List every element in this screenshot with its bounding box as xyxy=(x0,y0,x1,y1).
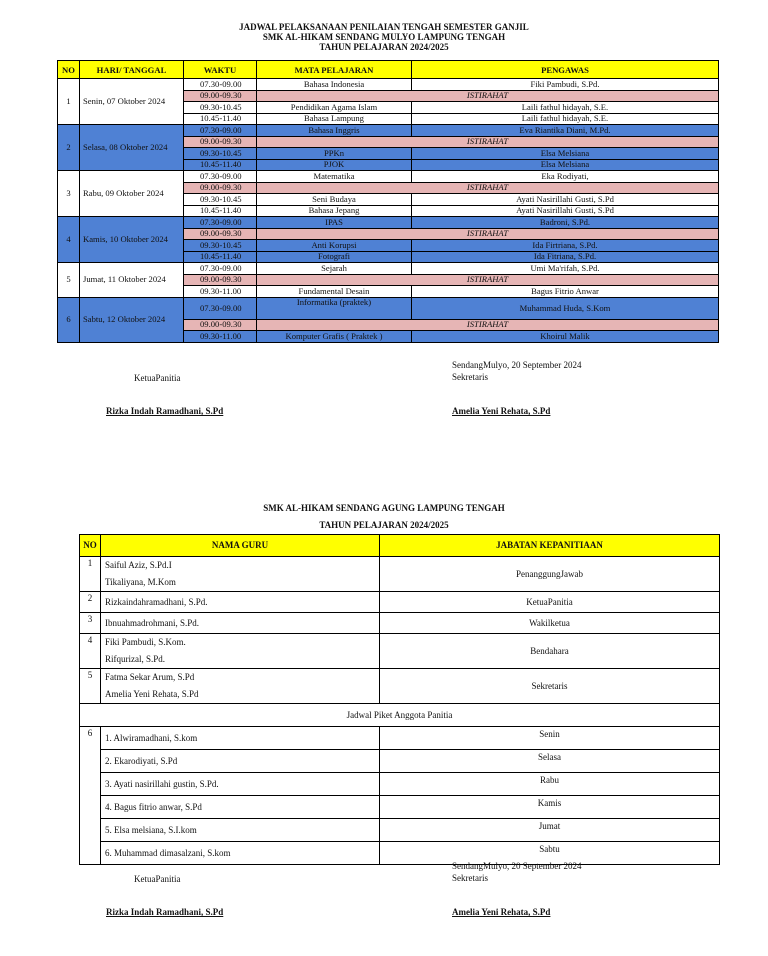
title-line-1: JADWAL PELAKSANAAN PENILAIAN TENGAH SEMESTER GANJIL xyxy=(239,22,529,32)
teacher-names xyxy=(101,557,380,592)
break-label: ISTIRAHAT xyxy=(257,319,719,331)
time-cell: 09.30-10.45 xyxy=(184,102,257,114)
piket-title: Jadwal Piket Anggota Panitia xyxy=(80,704,720,727)
proctor-cell: Ida Fitriana, S.Pd. xyxy=(412,251,719,263)
piket-name: 6. Muhammad dimasalzani, S.kom xyxy=(101,842,380,865)
time-cell: 09.00-09.30 xyxy=(184,182,257,194)
title2-line-1: SMK AL-HIKAM SENDANG AGUNG LAMPUNG TENGAH xyxy=(263,503,505,513)
teacher-names xyxy=(101,634,380,669)
schedule-row xyxy=(58,171,719,183)
piket-day: Senin xyxy=(380,727,720,750)
chair-title: KetuaPanitia xyxy=(134,874,181,884)
teacher-name: Fiki Pambudi, S.Kom. xyxy=(105,637,186,647)
day-date: Senin, 07 Oktober 2024 xyxy=(80,79,184,125)
schedule-header-row xyxy=(58,61,719,79)
committee-role: Sekretaris xyxy=(380,669,720,704)
proctor-cell: Laili fathul hidayah, S.E. xyxy=(412,102,719,114)
teacher-name: Rifqurizal, S.Pd. xyxy=(105,654,165,664)
schedule-title xyxy=(0,22,768,52)
place-date: SendangMulyo, 20 September 2024 xyxy=(452,360,582,370)
time-cell: 10.45-11.40 xyxy=(184,205,257,217)
subject-cell: Bahasa Jepang xyxy=(257,205,412,217)
row-number: 1 xyxy=(80,557,101,592)
time-cell: 09.00-09.30 xyxy=(184,136,257,148)
time-cell: 09.00-09.30 xyxy=(184,319,257,331)
chair-name: Rizka Indah Ramadhani, S.Pd xyxy=(106,907,224,917)
committee-row xyxy=(80,634,720,669)
teacher-names xyxy=(101,592,380,613)
day-number: 1 xyxy=(58,79,80,125)
committee-role: PenanggungJawab xyxy=(380,557,720,592)
title2-line-2: TAHUN PELAJARAN 2024/2025 xyxy=(319,520,449,530)
day-date: Jumat, 11 Oktober 2024 xyxy=(80,263,184,298)
piket-day: Sabtu xyxy=(380,842,720,865)
col-no: NO xyxy=(80,535,101,557)
secretary-title: Sekretaris xyxy=(452,873,488,883)
proctor-cell: Badroni, S.Pd. xyxy=(412,217,719,229)
chair-name: Rizka Indah Ramadhani, S.Pd xyxy=(106,406,224,416)
time-cell: 09.00-09.30 xyxy=(184,90,257,102)
subject-cell: Bahasa Inggris xyxy=(257,125,412,137)
exam-schedule-table xyxy=(57,60,719,343)
committee-header-row xyxy=(80,535,720,557)
subject-cell: Informatika (praktek) xyxy=(257,297,412,319)
row-number: 3 xyxy=(80,613,101,634)
place-date: SendangMulyo, 20 September 2024 xyxy=(452,861,582,871)
col-day-date: HARI/ TANGGAL xyxy=(80,61,184,79)
proctor-cell: Khoirul Malik xyxy=(412,331,719,343)
day-number: 3 xyxy=(58,171,80,217)
day-date: Kamis, 10 Oktober 2024 xyxy=(80,217,184,263)
piket-day: Jumat xyxy=(380,819,720,842)
committee-row xyxy=(80,613,720,634)
piket-name: 2. Ekarodiyati, S.Pd xyxy=(101,750,380,773)
break-label: ISTIRAHAT xyxy=(257,136,719,148)
schedule-row xyxy=(58,125,719,137)
row-number: 4 xyxy=(80,634,101,669)
title-line-3: TAHUN PELAJARAN 2024/2025 xyxy=(319,42,449,52)
subject-cell: Sejarah xyxy=(257,263,412,275)
piket-day: Kamis xyxy=(380,796,720,819)
subject-cell: Bahasa Indonesia xyxy=(257,79,412,91)
piket-row xyxy=(80,842,720,865)
piket-title-row xyxy=(80,704,720,727)
piket-row xyxy=(80,773,720,796)
teacher-names xyxy=(101,613,380,634)
committee-row xyxy=(80,557,720,592)
proctor-cell: Muhammad Huda, S.Kom xyxy=(412,297,719,319)
teacher-name: Fatma Sekar Arum, S.Pd xyxy=(105,672,195,682)
day-date: Rabu, 09 Oktober 2024 xyxy=(80,171,184,217)
col-time: WAKTU xyxy=(184,61,257,79)
title-line-2: SMK AL-HIKAM SENDANG MULYO LAMPUNG TENGAH xyxy=(262,32,506,42)
proctor-cell: Fiki Pambudi, S.Pd. xyxy=(412,79,719,91)
secretary-name: Amelia Yeni Rehata, S.Pd xyxy=(452,406,551,416)
proctor-cell: Elsa Melsiana xyxy=(412,159,719,171)
teacher-name: Rizkaindahramadhani, S.Pd. xyxy=(105,597,208,607)
teacher-name: Amelia Yeni Rehata, S.Pd xyxy=(105,689,199,699)
piket-day: Rabu xyxy=(380,773,720,796)
time-cell: 09.00-09.30 xyxy=(184,274,257,286)
subject-cell: Matematika xyxy=(257,171,412,183)
day-number: 4 xyxy=(58,217,80,263)
row-number: 5 xyxy=(80,669,101,704)
day-number: 6 xyxy=(58,297,80,342)
break-label: ISTIRAHAT xyxy=(257,274,719,286)
piket-name: 3. Ayati nasirillahi gustin, S.Pd. xyxy=(101,773,380,796)
committee-row xyxy=(80,592,720,613)
subject-cell: Pendidikan Agama Islam xyxy=(257,102,412,114)
time-cell: 07.30-09.00 xyxy=(184,297,257,319)
piket-name: 1. Alwiramadhani, S.kom xyxy=(101,727,380,750)
proctor-cell: Eva Riantika Diani, M.Pd. xyxy=(412,125,719,137)
subject-cell: Bahasa Lampung xyxy=(257,113,412,125)
committee-table xyxy=(79,534,720,865)
time-cell: 09.30-10.45 xyxy=(184,194,257,206)
time-cell: 10.45-11.40 xyxy=(184,251,257,263)
chair-title: KetuaPanitia xyxy=(134,373,181,383)
schedule-row xyxy=(58,297,719,319)
teacher-names xyxy=(101,669,380,704)
break-label: ISTIRAHAT xyxy=(257,228,719,240)
time-cell: 09.00-09.30 xyxy=(184,228,257,240)
time-cell: 09.30-11.00 xyxy=(184,331,257,343)
schedule-row xyxy=(58,263,719,275)
row-number: 6 xyxy=(80,727,101,865)
schedule-row xyxy=(58,217,719,229)
committee-role: KetuaPanitia xyxy=(380,592,720,613)
day-date: Sabtu, 12 Oktober 2024 xyxy=(80,297,184,342)
piket-row xyxy=(80,750,720,773)
proctor-cell: Laili fathul hidayah, S.E. xyxy=(412,113,719,125)
proctor-cell: Ida Firtriana, S.Pd. xyxy=(412,240,719,252)
time-cell: 07.30-09.00 xyxy=(184,171,257,183)
committee-row xyxy=(80,669,720,704)
time-cell: 07.30-09.00 xyxy=(184,217,257,229)
col-subject: MATA PELAJARAN xyxy=(257,61,412,79)
proctor-cell: Umi Ma'rifah, S.Pd. xyxy=(412,263,719,275)
proctor-cell: Ayati Nasirillahi Gusti, S.Pd xyxy=(412,205,719,217)
time-cell: 07.30-09.00 xyxy=(184,125,257,137)
piket-row xyxy=(80,727,720,750)
piket-row xyxy=(80,819,720,842)
time-cell: 10.45-11.40 xyxy=(184,113,257,125)
teacher-name: Tikaliyana, M.Kom xyxy=(105,577,176,587)
committee-role: Bendahara xyxy=(380,634,720,669)
col-no: NO xyxy=(58,61,80,79)
day-number: 5 xyxy=(58,263,80,298)
schedule-row xyxy=(58,79,719,91)
committee-role: Wakilketua xyxy=(380,613,720,634)
proctor-cell: Elsa Melsiana xyxy=(412,148,719,160)
subject-cell: Seni Budaya xyxy=(257,194,412,206)
subject-cell: PPKn xyxy=(257,148,412,160)
day-number: 2 xyxy=(58,125,80,171)
row-number: 2 xyxy=(80,592,101,613)
subject-cell: Anti Korupsi xyxy=(257,240,412,252)
col-proctor: PENGAWAS xyxy=(412,61,719,79)
secretary-title: Sekretaris xyxy=(452,372,488,382)
subject-cell: PJOK xyxy=(257,159,412,171)
break-label: ISTIRAHAT xyxy=(257,90,719,102)
subject-cell: IPAS xyxy=(257,217,412,229)
proctor-cell: Bagus Fitrio Anwar xyxy=(412,286,719,298)
piket-day: Selasa xyxy=(380,750,720,773)
day-date: Selasa, 08 Oktober 2024 xyxy=(80,125,184,171)
committee-title xyxy=(0,500,768,534)
piket-name: 4. Bagus fitrio anwar, S.Pd xyxy=(101,796,380,819)
time-cell: 09.30-10.45 xyxy=(184,240,257,252)
teacher-name: Saiful Aziz, S.Pd.I xyxy=(105,560,172,570)
break-label: ISTIRAHAT xyxy=(257,182,719,194)
time-cell: 07.30-09.00 xyxy=(184,263,257,275)
time-cell: 10.45-11.40 xyxy=(184,159,257,171)
proctor-cell: Eka Rodiyati, xyxy=(412,171,719,183)
subject-cell: Fundamental Desain xyxy=(257,286,412,298)
col-committee-role: JABATAN KEPANITIAAN xyxy=(380,535,720,557)
subject-cell: Fotografi xyxy=(257,251,412,263)
proctor-cell: Ayati Nasirillahi Gusti, S.Pd xyxy=(412,194,719,206)
time-cell: 07.30-09.00 xyxy=(184,79,257,91)
secretary-name: Amelia Yeni Rehata, S.Pd xyxy=(452,907,551,917)
col-teacher-name: NAMA GURU xyxy=(101,535,380,557)
piket-row xyxy=(80,796,720,819)
subject-cell: Komputer Grafis ( Praktek ) xyxy=(257,331,412,343)
piket-name: 5. Elsa melsiana, S.I.kom xyxy=(101,819,380,842)
teacher-name: Ibnuahmadrohmani, S.Pd. xyxy=(105,618,199,628)
time-cell: 09.30-10.45 xyxy=(184,148,257,160)
time-cell: 09.30-11.00 xyxy=(184,286,257,298)
